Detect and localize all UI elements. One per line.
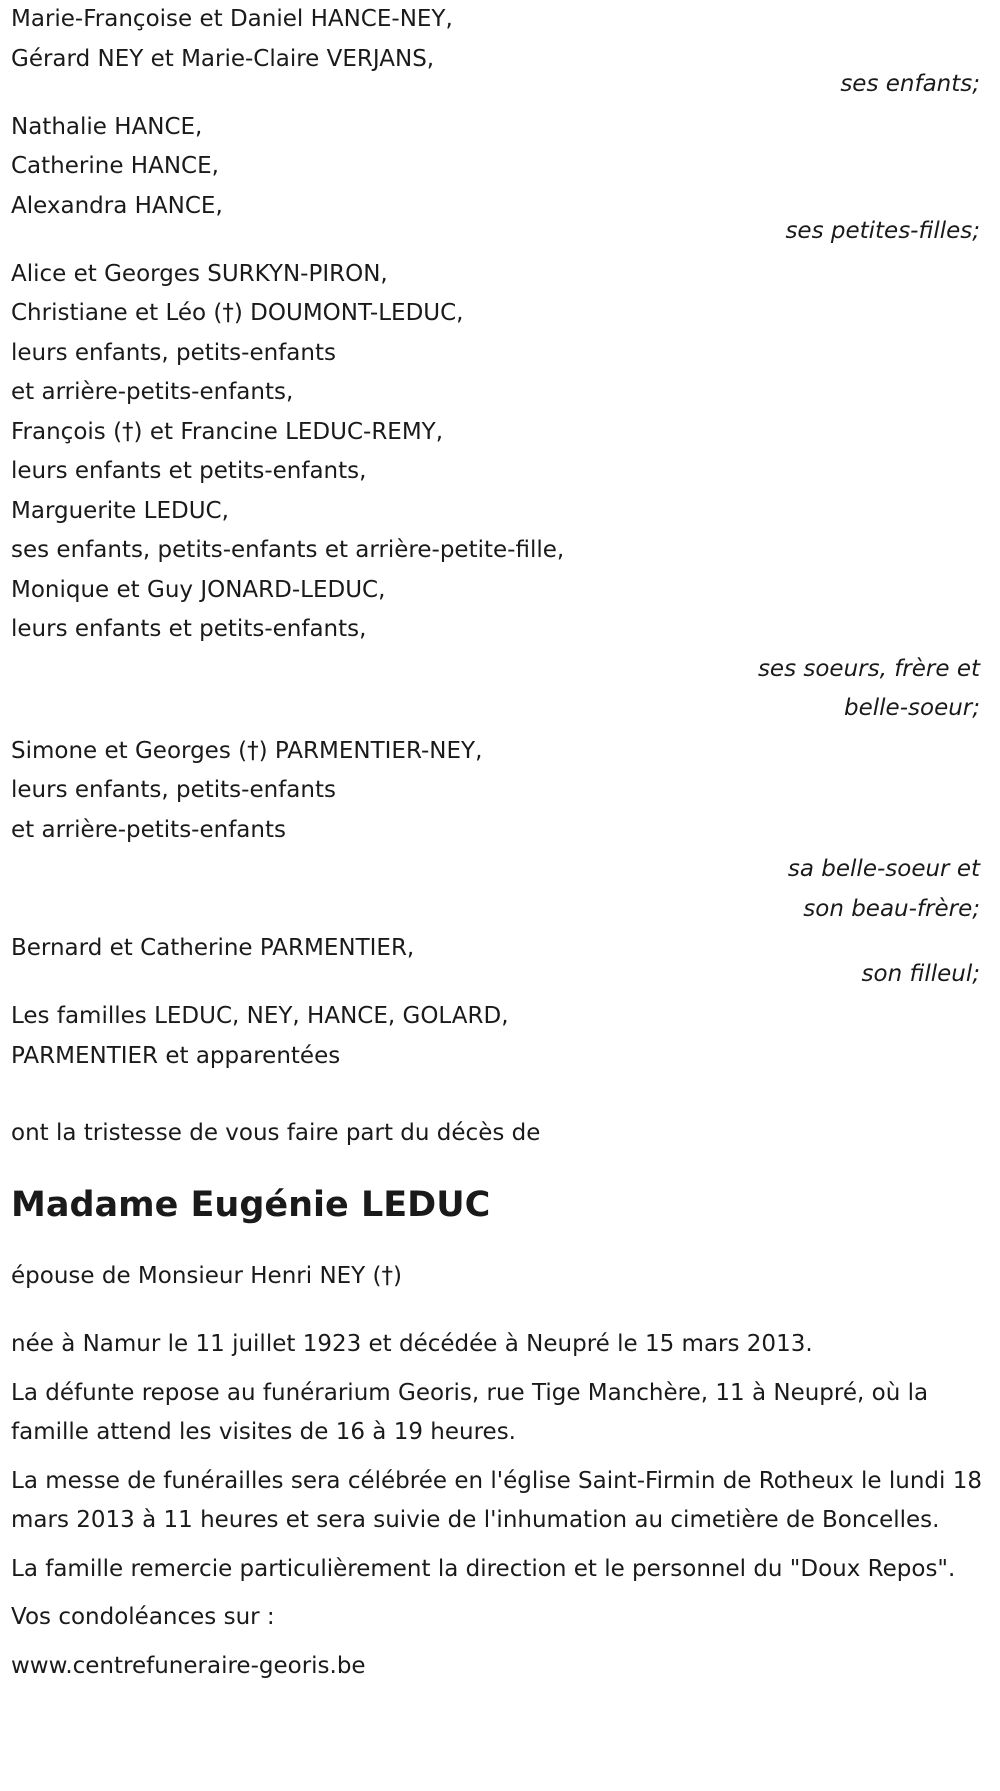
family-name-line: François (†) et Francine LEDUC-REMY, <box>11 418 444 445</box>
family-name-line: Christiane et Léo (†) DOUMONT-LEDUC, <box>11 300 464 326</box>
relation-label: sa belle-soeur et <box>787 856 980 882</box>
relation-label: ses soeurs, frère et <box>757 655 980 682</box>
family-group-siblings <box>11 255 991 729</box>
family-group-children <box>11 0 991 105</box>
names-block <box>11 997 991 1076</box>
condolences-website-link[interactable]: www.centrefuneraire-georis.be <box>11 1652 366 1679</box>
condolences-label: Vos condoléances sur : <box>11 1604 275 1630</box>
spouse-line: épouse de Monsieur Henri NEY (†) <box>11 1262 402 1289</box>
family-name-line: ses enfants, petits-enfants et arrière-petite-fille, <box>11 537 565 563</box>
relation-label: belle-soeur; <box>844 695 980 721</box>
family-name-line: Bernard et Catherine PARMENTIER, <box>11 935 415 961</box>
family-name-line: Gérard NEY et Marie-Claire VERJANS, <box>11 45 435 72</box>
family-name-line: leurs enfants, petits-enfants <box>11 339 336 366</box>
family-name-line: leurs enfants et petits-enfants, <box>11 616 367 642</box>
family-name-line: et arrière-petits-enfants, <box>11 379 294 405</box>
relation-label: son beau-frère; <box>803 895 980 922</box>
relation-label: ses petites-filles; <box>785 218 980 244</box>
funeral-mass-info: La messe de funérailles sera célébrée en l'église Saint-Firmin de Rotheux le lundi 18 mars 2013 à 11 heures et sera suivie de l'inhumation au cimetière de Boncelles. <box>11 1467 982 1533</box>
family-name-line: Alice et Georges SURKYN-PIRON, <box>11 260 388 287</box>
family-name-line: Marie-Françoise et Daniel HANCE-NEY, <box>11 6 453 32</box>
birth-death-info: née à Namur le 11 juillet 1923 et décédée à Neupré le 15 mars 2013. <box>11 1331 813 1357</box>
names-block <box>11 108 991 227</box>
deceased-name: Madame Eugénie LEDUC <box>11 1184 491 1225</box>
family-name-line: PARMENTIER et apparentées <box>11 1042 341 1069</box>
family-name-line: leurs enfants et petits-enfants, <box>11 458 367 484</box>
family-name-line: Catherine HANCE, <box>11 153 219 179</box>
family-name-line: Les familles LEDUC, NEY, HANCE, GOLARD, <box>11 1003 509 1029</box>
funerarium-info: La défunte repose au funérarium Georis, rue Tige Manchère, 11 à Neupré, où la famille attend les visites de 16 à 19 heures. <box>11 1379 929 1445</box>
relation-label: ses enfants; <box>840 71 980 97</box>
announcement-text: ont la tristesse de vous faire part du décès de <box>11 1120 541 1146</box>
family-group-families <box>11 997 991 1076</box>
family-name-line: leurs enfants, petits-enfants <box>11 777 336 803</box>
family-name-line: Nathalie HANCE, <box>11 113 203 140</box>
family-name-line: Simone et Georges (†) PARMENTIER-NEY, <box>11 737 483 764</box>
family-name-line: Marguerite LEDUC, <box>11 497 229 524</box>
family-group-in-laws <box>11 732 991 930</box>
family-name-line: et arrière-petits-enfants <box>11 816 286 843</box>
names-block <box>11 255 991 650</box>
family-group-granddaughters <box>11 108 991 252</box>
names-block <box>11 732 991 851</box>
family-name-line: Alexandra HANCE, <box>11 192 223 219</box>
family-group-godson <box>11 929 991 994</box>
family-name-line: Monique et Guy JONARD-LEDUC, <box>11 576 386 603</box>
acknowledgement: La famille remercie particulièrement la direction et le personnel du "Doux Repos". <box>11 1555 956 1582</box>
relation-label: son filleul; <box>861 960 980 987</box>
